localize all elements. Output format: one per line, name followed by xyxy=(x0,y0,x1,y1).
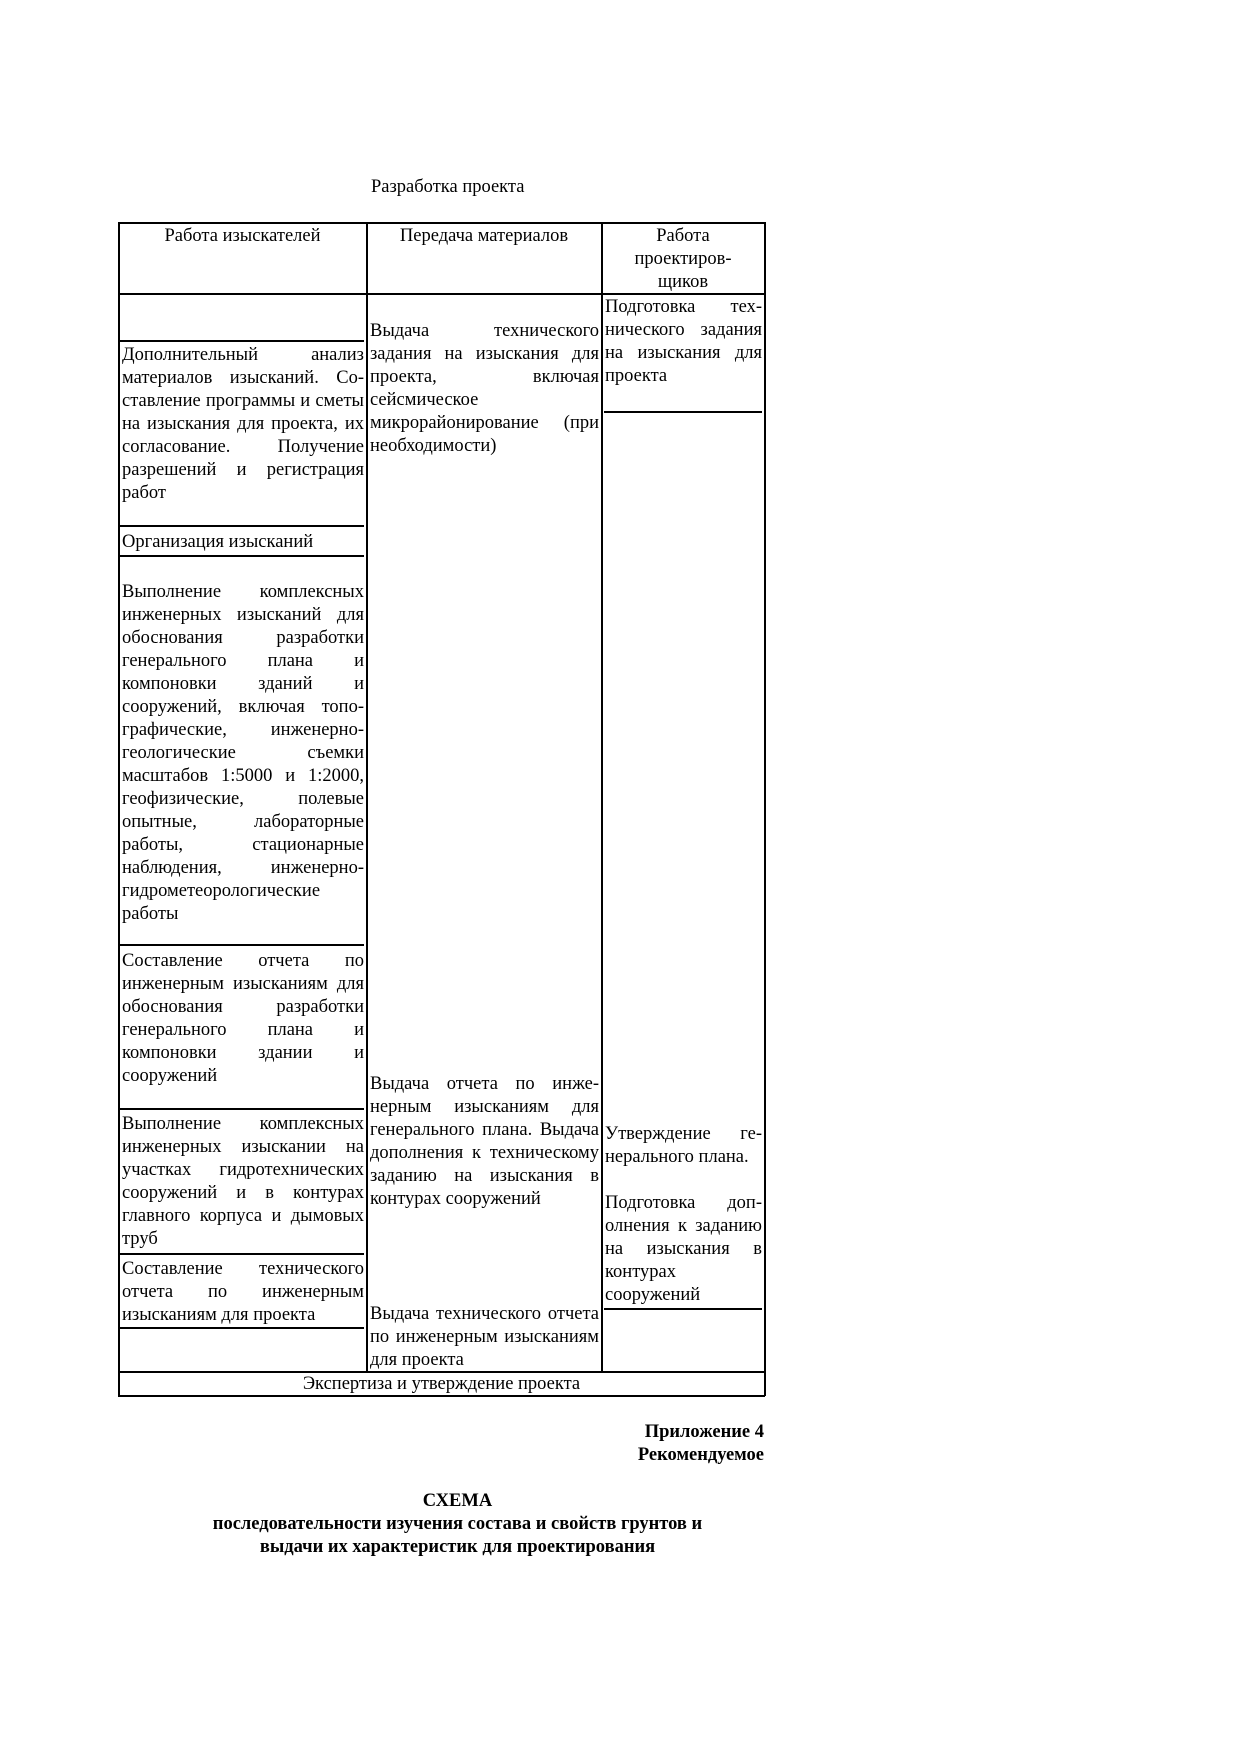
stage-divider xyxy=(120,1108,364,1110)
stage-divider xyxy=(604,1308,762,1310)
transfer-master-plan-report: Выдача отчета по инженерным изысканиям для генерального плана. Выдача дополнения к техническому заданию на изыскания в контурах сооружений xyxy=(370,1074,599,1209)
header-transfer: Передача материалов xyxy=(399,226,569,246)
stage-report-master-plan: Составление отчета по инженерным изысканиям для обоснования разработки генерального плана и компоновки здании и сооружений xyxy=(122,951,364,1086)
stage-divider xyxy=(120,1253,364,1255)
stage-organization: Организация изысканий xyxy=(122,532,314,552)
stage-divider xyxy=(120,944,364,946)
design-master-plan-approval: Утверждение генерального плана. xyxy=(605,1124,762,1167)
column-divider-2 xyxy=(601,222,603,1372)
stage-complex-surveys: Выполнение комплексных инженерных изысканий для обоснования разработки генерального плана и компоновки зданий и сооружений, включая топографические, инженерно-геологические съемки масштабов 1:5000 и 1:2000, геофизические, полевые опытные, лабораторные работы, стационарные наблюдения, инженерно-гидрометеорологические работы xyxy=(122,582,364,924)
footer-expertise: Экспертиза и утверждение проекта xyxy=(302,1374,581,1394)
scheme-subtitle-line-1: последовательности изучения состава и свойств грунтов и xyxy=(212,1514,703,1534)
stage-divider xyxy=(120,525,364,527)
stage-divider xyxy=(120,340,364,342)
stage-preliminary-analysis: Дополнительный анализ материалов изысканий. Составление программы и сметы на изыскания для проекта, их согласование. Получение разрешений и регистрация работ xyxy=(122,345,364,503)
stage-divider xyxy=(604,411,762,413)
stage-divider xyxy=(120,1327,364,1329)
appendix-status: Рекомендуемое xyxy=(637,1445,764,1465)
table-border-top xyxy=(118,222,765,224)
scheme-title: СХЕМА xyxy=(422,1491,493,1511)
stage-hydro-structures-surveys: Выполнение комплексных инженерных изыскании на участках гидротехнических сооружений и в контурах главного корпуса и дымовых труб xyxy=(122,1114,364,1249)
column-divider-1 xyxy=(366,222,368,1372)
table-border-left xyxy=(118,222,120,1396)
stage-divider xyxy=(120,555,364,557)
transfer-technical-report: Выдача технического отчета по инженерным изысканиям для проекта xyxy=(370,1304,599,1370)
transfer-technical-assignment: Выдача технического задания на изыскания для проекта, включая сейсмическое микрорайонирование (при необходимости) xyxy=(370,321,599,456)
scheme-subtitle-line-2: выдачи их характеристик для проектирования xyxy=(259,1537,656,1557)
design-assignment-supplement: Подготовка дополнения к заданию на изыскания в контурах сооружений xyxy=(605,1193,762,1305)
table-border-right xyxy=(764,222,766,1396)
stage-technical-report: Составление технического отчета по инженерным изысканиям для проекта xyxy=(122,1259,364,1325)
header-surveyors: Работа изыскателей xyxy=(164,226,321,246)
table-caption: Разработка проекта xyxy=(371,177,525,197)
appendix-number: Приложение 4 xyxy=(644,1422,764,1442)
header-designers: Работа проектиров-щиков xyxy=(634,226,732,292)
design-assignment-preparation: Подготовка технического задания на изыскания для проекта xyxy=(605,297,762,386)
